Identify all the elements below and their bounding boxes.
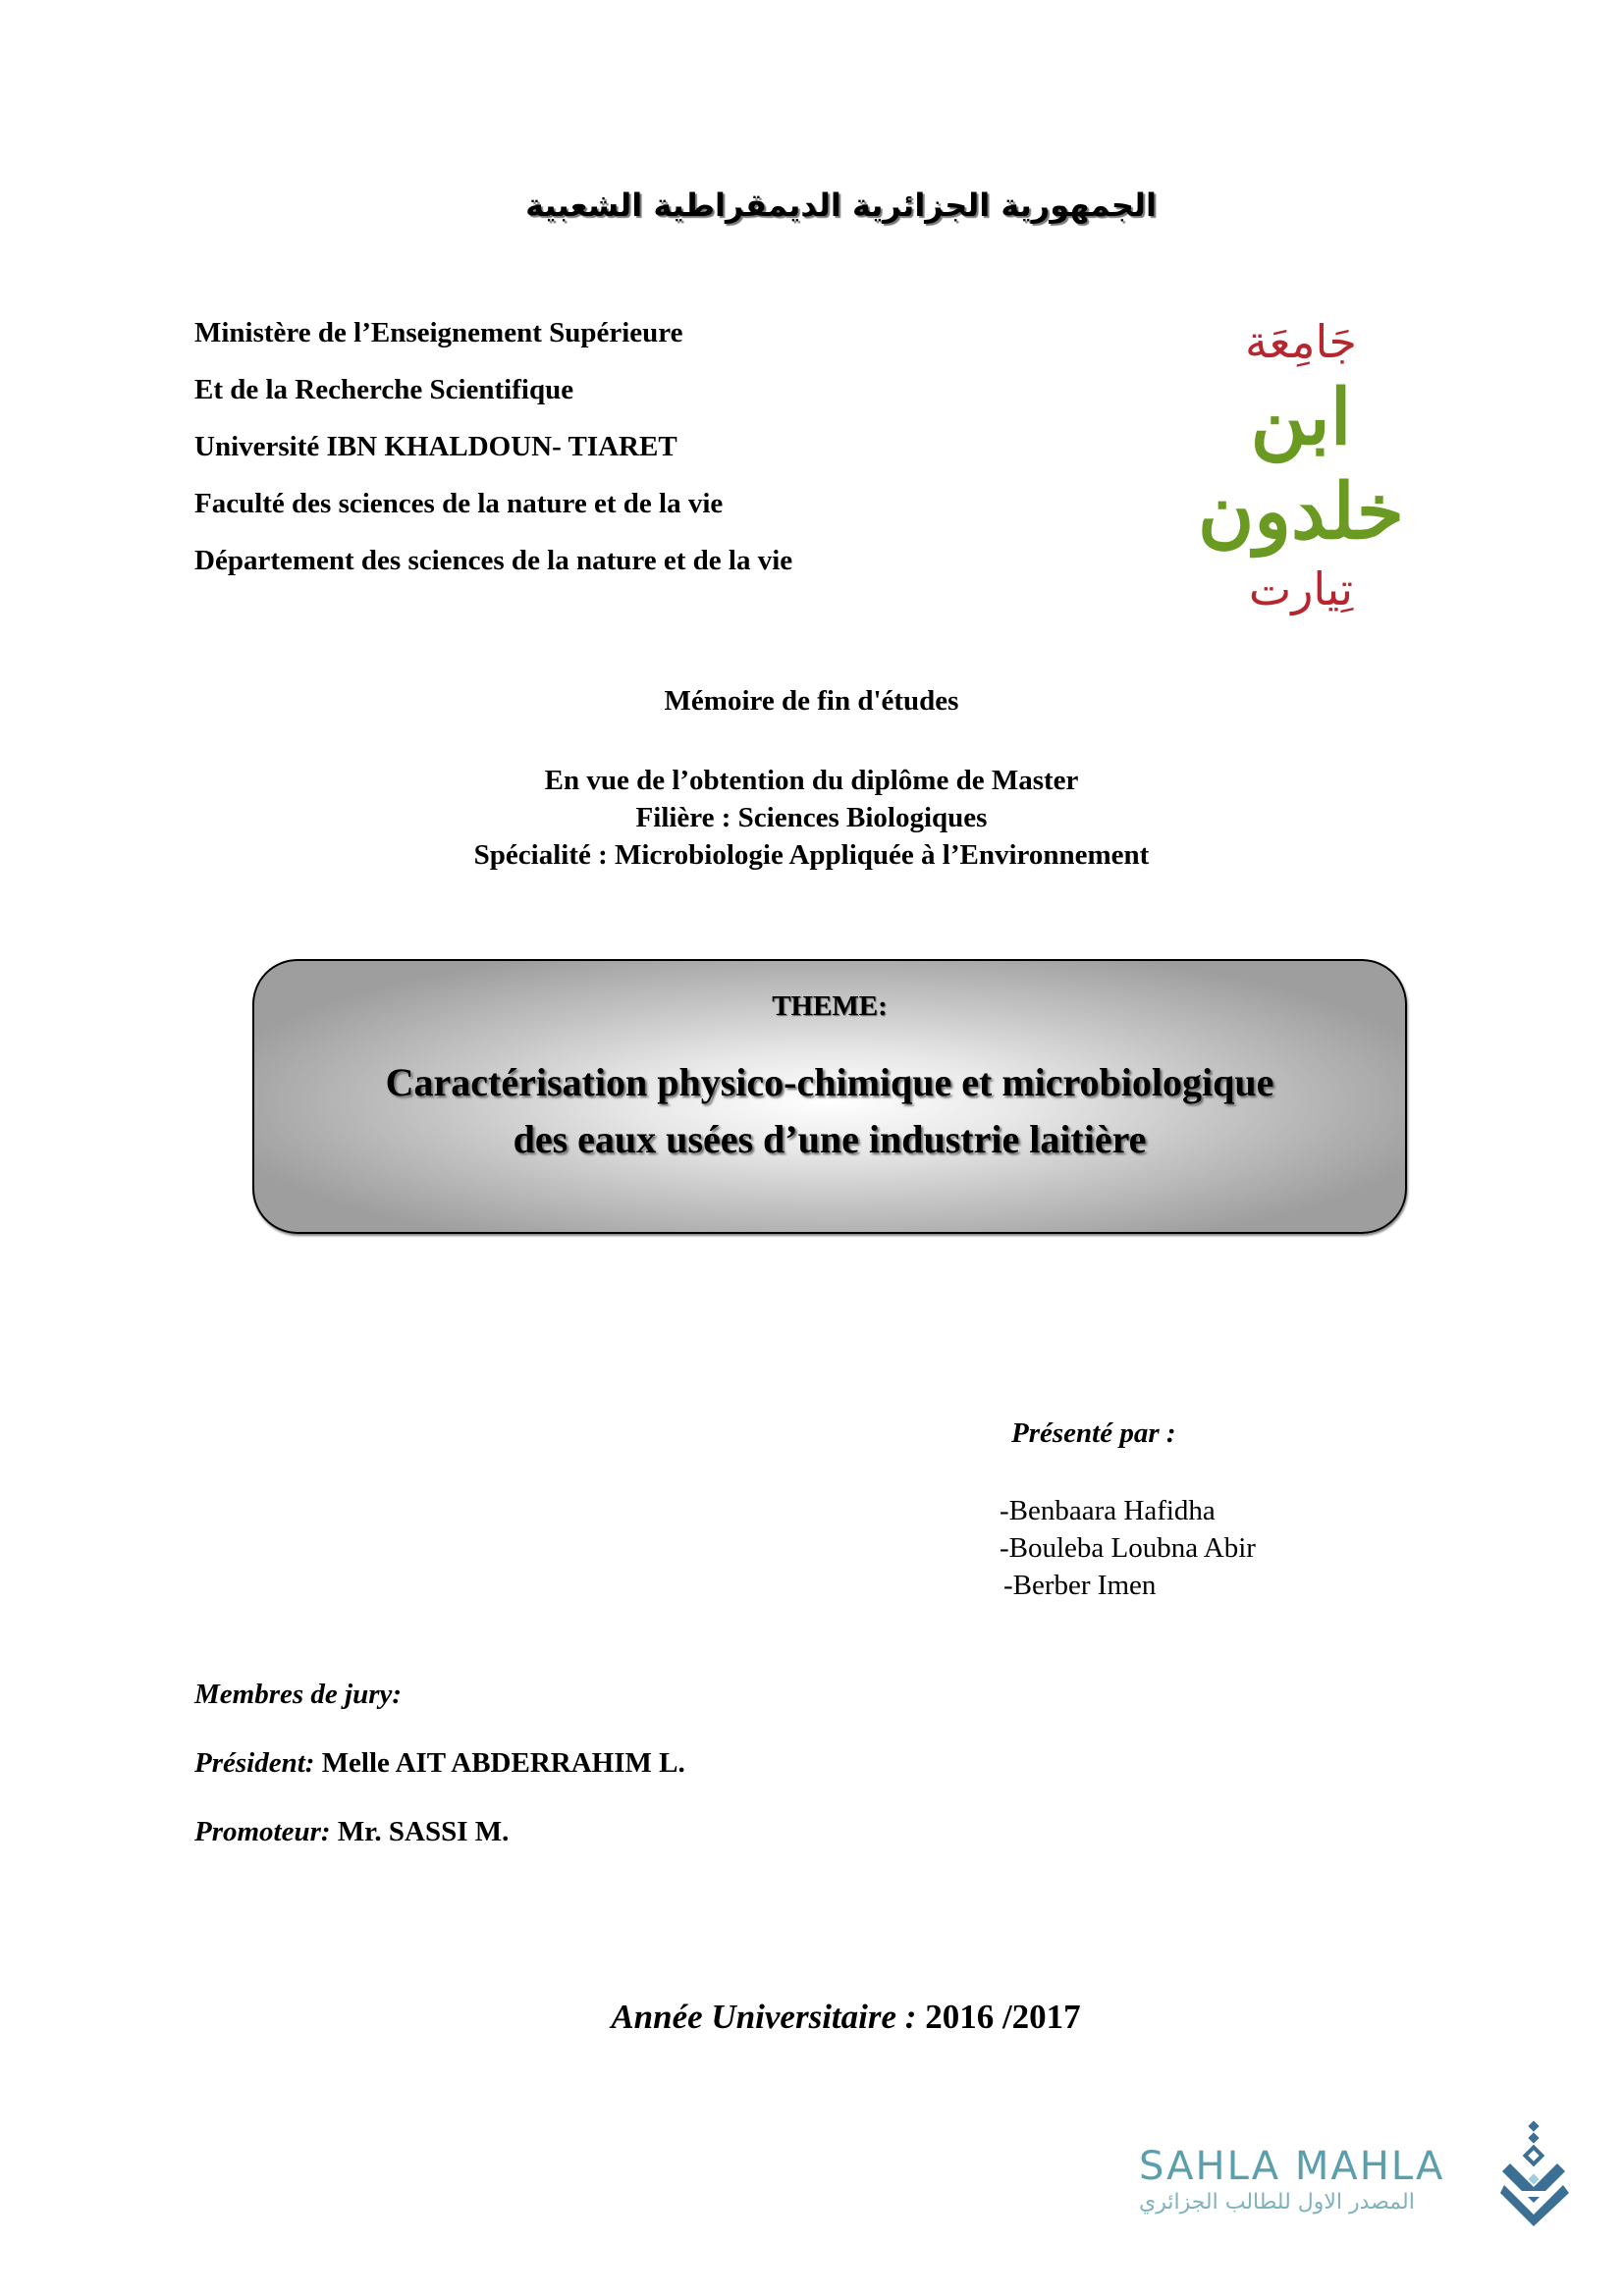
year-label: Année Universitaire : xyxy=(611,1998,917,2036)
author-item: -Berber Imen xyxy=(1003,1570,1157,1601)
president-label: Président: xyxy=(194,1747,315,1779)
university-line: Université IBN KHALDOUN- TIARET xyxy=(194,431,677,462)
sahla-emblem-icon xyxy=(1500,2120,1571,2228)
logo-bottom-text: تِيارت xyxy=(1248,562,1354,615)
logo-middle-text: ابن خلدون xyxy=(1198,373,1404,557)
year-value: 2016 /2017 xyxy=(916,1998,1081,2036)
presented-by-label: Présenté par : xyxy=(1011,1417,1176,1449)
specialite-line: Spécialité : Microbiologie Appliquée à l’Environnement xyxy=(473,839,1150,871)
authors-list xyxy=(1000,1492,1256,1604)
author-item: -Benbaara Hafidha xyxy=(1000,1495,1216,1526)
jury-promoteur xyxy=(194,1816,509,1848)
faculty-line: Faculté des sciences de la nature et de la vie xyxy=(194,488,724,519)
theme-box xyxy=(252,959,1407,1234)
theme-title-line-2: des eaux usées d’une industrie laitière xyxy=(513,1117,1147,1161)
ministry-line: Ministère de l’Enseignement Supérieure xyxy=(194,317,683,348)
watermark-name: SAHLA MAHLA xyxy=(1139,2144,1445,2189)
president-name: Melle AIT ABDERRAHIM L. xyxy=(314,1747,685,1779)
diploma-line: En vue de l’obtention du diplôme de Master xyxy=(544,765,1079,796)
author-item: -Bouleba Loubna Abir xyxy=(1000,1532,1256,1564)
academic-year xyxy=(0,1998,1623,2037)
university-logo xyxy=(1159,312,1443,615)
jury-title: Membres de jury: xyxy=(194,1679,403,1710)
filiere-line: Filière : Sciences Biologiques xyxy=(635,802,988,833)
department-line: Département des sciences de la nature et de la vie xyxy=(194,545,793,576)
promoteur-name: Mr. SASSI M. xyxy=(330,1816,510,1847)
watermark-subtitle: المصدر الاول للطالب الجزائري xyxy=(1139,2190,1415,2215)
promoteur-label: Promoteur: xyxy=(194,1816,331,1847)
logo-top-text: جَامِعَة xyxy=(1245,315,1357,368)
research-line: Et de la Recherche Scientifique xyxy=(194,374,574,405)
arabic-republic-title: الجمهورية الجزائرية الديمقراطية الشعبية xyxy=(525,187,1157,224)
institution-block xyxy=(194,304,792,589)
diploma-block xyxy=(0,762,1623,874)
theme-title xyxy=(254,1054,1405,1168)
jury-president xyxy=(194,1747,685,1780)
document-type: Mémoire de fin d'études xyxy=(664,685,959,717)
sahla-mahla-watermark xyxy=(1139,2145,1512,2217)
theme-label: THEME: xyxy=(772,990,888,1022)
theme-title-line-1: Caractérisation physico-chimique et microbiologique xyxy=(385,1060,1274,1104)
